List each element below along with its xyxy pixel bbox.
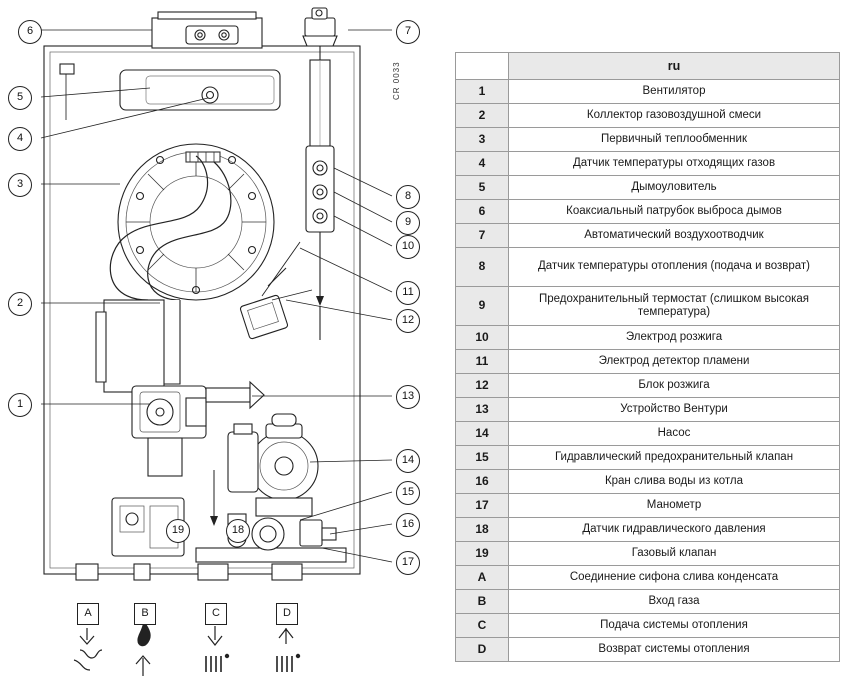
port-label-d[interactable]: D bbox=[276, 603, 298, 625]
legend-number: 3 bbox=[456, 128, 509, 152]
table-row bbox=[456, 374, 840, 398]
table-row bbox=[456, 494, 840, 518]
legend-text: Кран слива воды из котла bbox=[509, 470, 840, 494]
legend-text: Автоматический воздухоотводчик bbox=[509, 224, 840, 248]
callout-15[interactable]: 15 bbox=[396, 481, 420, 505]
legend-header-language: ru bbox=[509, 53, 840, 80]
callout-9[interactable]: 9 bbox=[396, 211, 420, 235]
legend-table bbox=[455, 52, 840, 662]
legend-number: 6 bbox=[456, 200, 509, 224]
table-row bbox=[456, 80, 840, 104]
legend-number: 1 bbox=[456, 80, 509, 104]
table-row bbox=[456, 446, 840, 470]
legend-text: Электрод детектор пламени bbox=[509, 350, 840, 374]
callout-14[interactable]: 14 bbox=[396, 449, 420, 473]
legend-number: 13 bbox=[456, 398, 509, 422]
callout-11[interactable]: 11 bbox=[396, 281, 420, 305]
callout-7[interactable]: 7 bbox=[396, 20, 420, 44]
table-row bbox=[456, 200, 840, 224]
callout-5[interactable]: 5 bbox=[8, 86, 32, 110]
legend-text: Возврат системы отопления bbox=[509, 638, 840, 662]
legend-text: Манометр bbox=[509, 494, 840, 518]
callout-4[interactable]: 4 bbox=[8, 127, 32, 151]
legend-number: 11 bbox=[456, 350, 509, 374]
legend-number: 12 bbox=[456, 374, 509, 398]
table-row bbox=[456, 248, 840, 287]
legend-number: 14 bbox=[456, 422, 509, 446]
legend-number: A bbox=[456, 566, 509, 590]
legend-number: D bbox=[456, 638, 509, 662]
legend-text: Коаксиальный патрубок выброса дымов bbox=[509, 200, 840, 224]
legend-text: Коллектор газовоздушной смеси bbox=[509, 104, 840, 128]
table-row bbox=[456, 287, 840, 326]
legend-text: Вход газа bbox=[509, 590, 840, 614]
legend-text: Предохранительный термостат (слишком высокая температура) bbox=[509, 287, 840, 326]
callout-2[interactable]: 2 bbox=[8, 292, 32, 316]
legend-text: Вентилятор bbox=[509, 80, 840, 104]
legend-number: 8 bbox=[456, 248, 509, 287]
table-row bbox=[456, 422, 840, 446]
legend-number: C bbox=[456, 614, 509, 638]
callout-3[interactable]: 3 bbox=[8, 173, 32, 197]
legend-text: Блок розжига bbox=[509, 374, 840, 398]
legend-number: 2 bbox=[456, 104, 509, 128]
table-row bbox=[456, 638, 840, 662]
drawing-code: CR 0033 bbox=[392, 61, 401, 100]
legend-number: 7 bbox=[456, 224, 509, 248]
legend-text: Электрод розжига bbox=[509, 326, 840, 350]
legend-number: 4 bbox=[456, 152, 509, 176]
legend-text: Соединение сифона слива конденсата bbox=[509, 566, 840, 590]
legend-text: Датчик температуры отходящих газов bbox=[509, 152, 840, 176]
legend-text: Газовый клапан bbox=[509, 542, 840, 566]
table-row bbox=[456, 398, 840, 422]
legend-number: B bbox=[456, 590, 509, 614]
table-row bbox=[456, 590, 840, 614]
legend-header-number bbox=[456, 53, 509, 80]
callout-17[interactable]: 17 bbox=[396, 551, 420, 575]
legend-text: Гидравлический предохранительный клапан bbox=[509, 446, 840, 470]
legend-number: 9 bbox=[456, 287, 509, 326]
table-row bbox=[456, 326, 840, 350]
port-label-c[interactable]: C bbox=[205, 603, 227, 625]
table-row bbox=[456, 614, 840, 638]
table-row bbox=[456, 566, 840, 590]
legend-number: 10 bbox=[456, 326, 509, 350]
legend-number: 18 bbox=[456, 518, 509, 542]
legend-text: Первичный теплообменник bbox=[509, 128, 840, 152]
table-row bbox=[456, 176, 840, 200]
table-row bbox=[456, 518, 840, 542]
callout-10[interactable]: 10 bbox=[396, 235, 420, 259]
legend-text: Датчик температуры отопления (подача и возврат) bbox=[509, 248, 840, 287]
callout-6[interactable]: 6 bbox=[18, 20, 42, 44]
legend-number: 5 bbox=[456, 176, 509, 200]
legend-number: 15 bbox=[456, 446, 509, 470]
callout-19[interactable]: 19 bbox=[166, 519, 190, 543]
legend-header-row bbox=[456, 53, 840, 80]
table-row bbox=[456, 470, 840, 494]
legend-body bbox=[456, 80, 840, 662]
callout-16[interactable]: 16 bbox=[396, 513, 420, 537]
legend-number: 17 bbox=[456, 494, 509, 518]
callout-1[interactable]: 1 bbox=[8, 393, 32, 417]
table-row bbox=[456, 152, 840, 176]
callout-8[interactable]: 8 bbox=[396, 185, 420, 209]
table-row bbox=[456, 224, 840, 248]
legend-header bbox=[456, 53, 840, 80]
table-row bbox=[456, 350, 840, 374]
legend-number: 19 bbox=[456, 542, 509, 566]
port-label-a[interactable]: A bbox=[77, 603, 99, 625]
legend-text: Устройство Вентури bbox=[509, 398, 840, 422]
legend-number: 16 bbox=[456, 470, 509, 494]
callout-18[interactable]: 18 bbox=[226, 519, 250, 543]
table-row bbox=[456, 128, 840, 152]
port-label-b[interactable]: B bbox=[134, 603, 156, 625]
callout-13[interactable]: 13 bbox=[396, 385, 420, 409]
table-row bbox=[456, 542, 840, 566]
table-row bbox=[456, 104, 840, 128]
legend-text: Дымоуловитель bbox=[509, 176, 840, 200]
legend-text: Подача системы отопления bbox=[509, 614, 840, 638]
legend-text: Насос bbox=[509, 422, 840, 446]
legend-text: Датчик гидравлического давления bbox=[509, 518, 840, 542]
callout-12[interactable]: 12 bbox=[396, 309, 420, 333]
